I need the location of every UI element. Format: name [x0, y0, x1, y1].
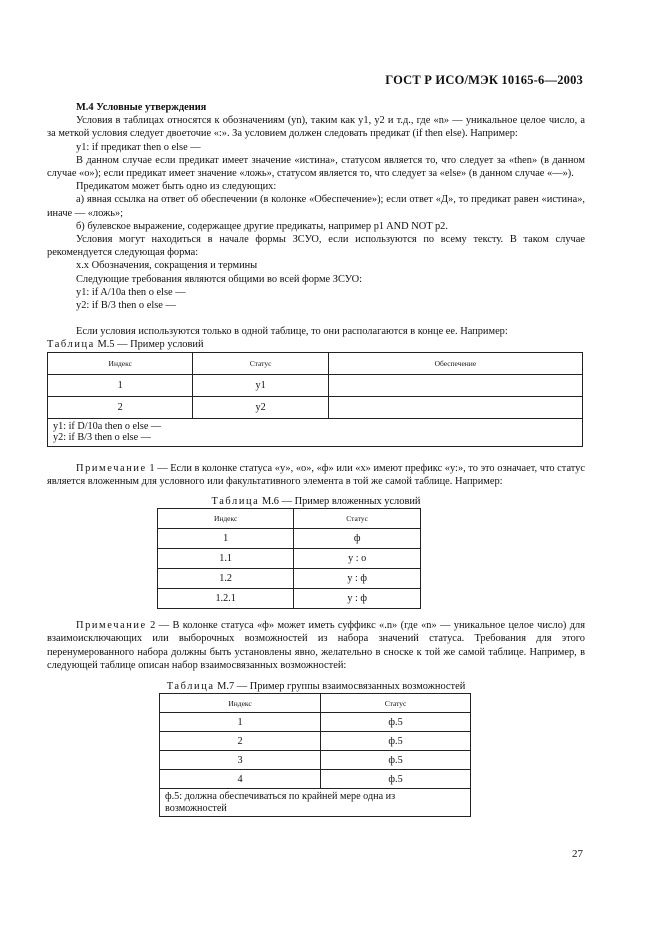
paragraph: б) булевское выражение, содержащее другие предикаты, например p1 AND NOT p2. — [76, 220, 448, 232]
table-cell — [328, 396, 582, 418]
table-row — [48, 396, 583, 418]
table-row: 1.2 у : ф — [158, 569, 421, 589]
table-caption: Таблица М.5 — Пример условий — [47, 339, 204, 351]
table-row: 4 ф.5 — [160, 770, 471, 789]
table-header: Индекс — [160, 694, 321, 713]
table-row: 2 ф.5 — [160, 732, 471, 751]
table-cell: у1 — [193, 374, 328, 396]
table-header: Индекс — [48, 352, 193, 374]
table-m7 — [159, 693, 471, 817]
page-content — [47, 101, 585, 817]
table-row: 1.2.1 у : ф — [158, 589, 421, 609]
table-caption: Таблица М.6 — Пример вложенных условий — [211, 496, 421, 508]
table-caption: Таблица М.7 — Пример группы взаимосвязанных возможностей — [166, 681, 466, 693]
paragraph: у1: if предикат then о else — — [76, 141, 201, 153]
table-cell: у2 — [193, 396, 328, 418]
paragraph: у2: if B/3 then о else — — [76, 300, 176, 312]
table-header: Статус — [193, 352, 328, 374]
paragraph: у1: if A/10a then о else — — [76, 286, 186, 298]
section-title: М.4 Условные утверждения — [76, 102, 207, 113]
table-cell — [328, 374, 582, 396]
table-cell: 2 — [48, 396, 193, 418]
table-header: Статус — [321, 694, 471, 713]
table-note: ф.5: должна обеспечиваться по крайней мере одна из возможностей — [160, 789, 471, 817]
table-row: 1.1 у : о — [158, 549, 421, 569]
table-row: 3 ф.5 — [160, 751, 471, 770]
paragraph: Предикатом может быть одно из следующих: — [76, 181, 277, 193]
table-row: 1 ф — [158, 529, 421, 549]
paragraph: Условия в таблицах относятся к обозначениям (уn), таким как у1, у2 и т.д., где «n» — уникальное целое число, а за меткой условия следует двоеточие «:». За условием должен следовать предикат (if then else). Например: — [47, 115, 585, 140]
table-m6 — [157, 508, 421, 609]
page-number: 27 — [572, 848, 583, 860]
note-2: Примечание 2 — В колонке статуса «ф» может иметь суффикс «.n» (где «n» — уникальное целое число) для взаимоисключающих или выборочных возможностей из набора значений статуса. Требования для этого перенумерованного набора должны быть установлены явно, желательно в сноске к той же самой таблице. Например, в следующей таблице описан набор взаимосвязанных возможностей: — [47, 620, 585, 671]
paragraph: Если условия используются только в одной таблице, то они располагаются в конце ее. Например: — [76, 326, 508, 338]
note-1: Примечание 1 — Если в колонке статуса «у», «о», «ф» или «х» имеют префикс «у:», то это означает, что статус является вложенным для условного или факультативного элемента в той же самой таблице. Например: — [47, 462, 585, 487]
table-m5 — [47, 352, 583, 447]
table-row: 1 ф.5 — [160, 713, 471, 732]
paragraph: а) явная ссылка на ответ об обеспечении (в колонке «Обеспечение»); если ответ «Д», то предикат равен «истина», иначе — «ложь»; — [47, 194, 585, 219]
table-cell: 1 — [48, 374, 193, 396]
paragraph: В данном случае если предикат имеет значение «истина», статусом является то, что следует за «then» (в данном случае «о»); если предикат имеет значение «ложь», статусом является то, что следует за «else» (в данном случае «—»). — [47, 154, 585, 180]
paragraph: х.х Обозначения, сокращения и термины — [76, 260, 258, 272]
document-header: ГОСТ Р ИСО/МЭК 10165-6—2003 — [385, 73, 583, 87]
table-row — [48, 374, 583, 396]
table-header: Индекс — [158, 509, 294, 529]
table-header: Обеспечение — [328, 352, 582, 374]
paragraph: Следующие требования являются общими во всей форме ЗСУО: — [76, 273, 362, 285]
table-header: Статус — [294, 509, 421, 529]
paragraph: Условия могут находиться в начале формы ЗСУО, если используются по всему тексту. В таком случае рекомендуется следующая форма: — [47, 234, 585, 259]
table-note: у1: if D/10a then о else — у2: if B/3 then о else — — [48, 418, 583, 446]
